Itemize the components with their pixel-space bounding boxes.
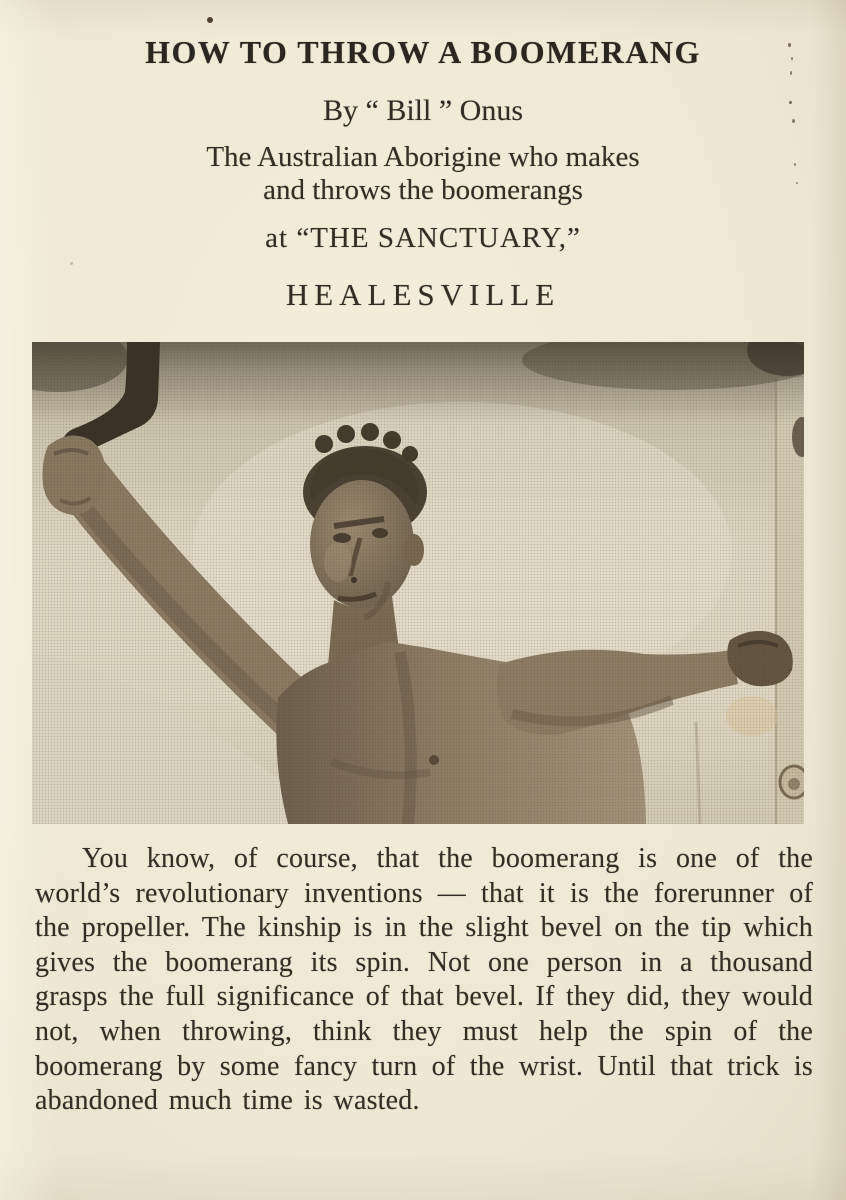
subtitle-line-1: The Australian Aborigine who makes xyxy=(206,141,640,173)
subtitle-line-2: and throws the boomerangs xyxy=(263,174,583,206)
location-line: HEALESVILLE xyxy=(285,277,561,312)
body-paragraph: You know, of course, that the boomerang is one of the world’s revolutionary inventions — that it is the forerunner of the propeller. The kinship is in the slight bevel on the tip which gives the boomerang its spin. Not one person in a thousand grasps the full significance of that bevel. If they did, they would not, when throwing, think they must help the spin of the boomerang by some fancy turn of the wrist. Until that trick is abandoned much time is wasted. xyxy=(35,843,813,1117)
speck-artifact xyxy=(789,101,792,104)
speck-artifact xyxy=(791,57,793,60)
speck-artifact xyxy=(788,43,791,47)
byline: By “ Bill ” Onus xyxy=(323,94,523,127)
venue-line: at “THE SANCTUARY,” xyxy=(265,222,581,254)
speck-artifact xyxy=(792,119,795,123)
speck-artifact xyxy=(794,163,796,166)
page-title: HOW TO THROW A BOOMERANG xyxy=(145,34,701,70)
speck-artifact xyxy=(796,182,798,184)
speck-artifact xyxy=(70,262,73,265)
speck-artifact xyxy=(790,71,792,75)
ink-dot-artifact xyxy=(207,17,213,23)
photo-illustration xyxy=(32,342,804,824)
boomerang-thrower-photo xyxy=(32,342,804,824)
